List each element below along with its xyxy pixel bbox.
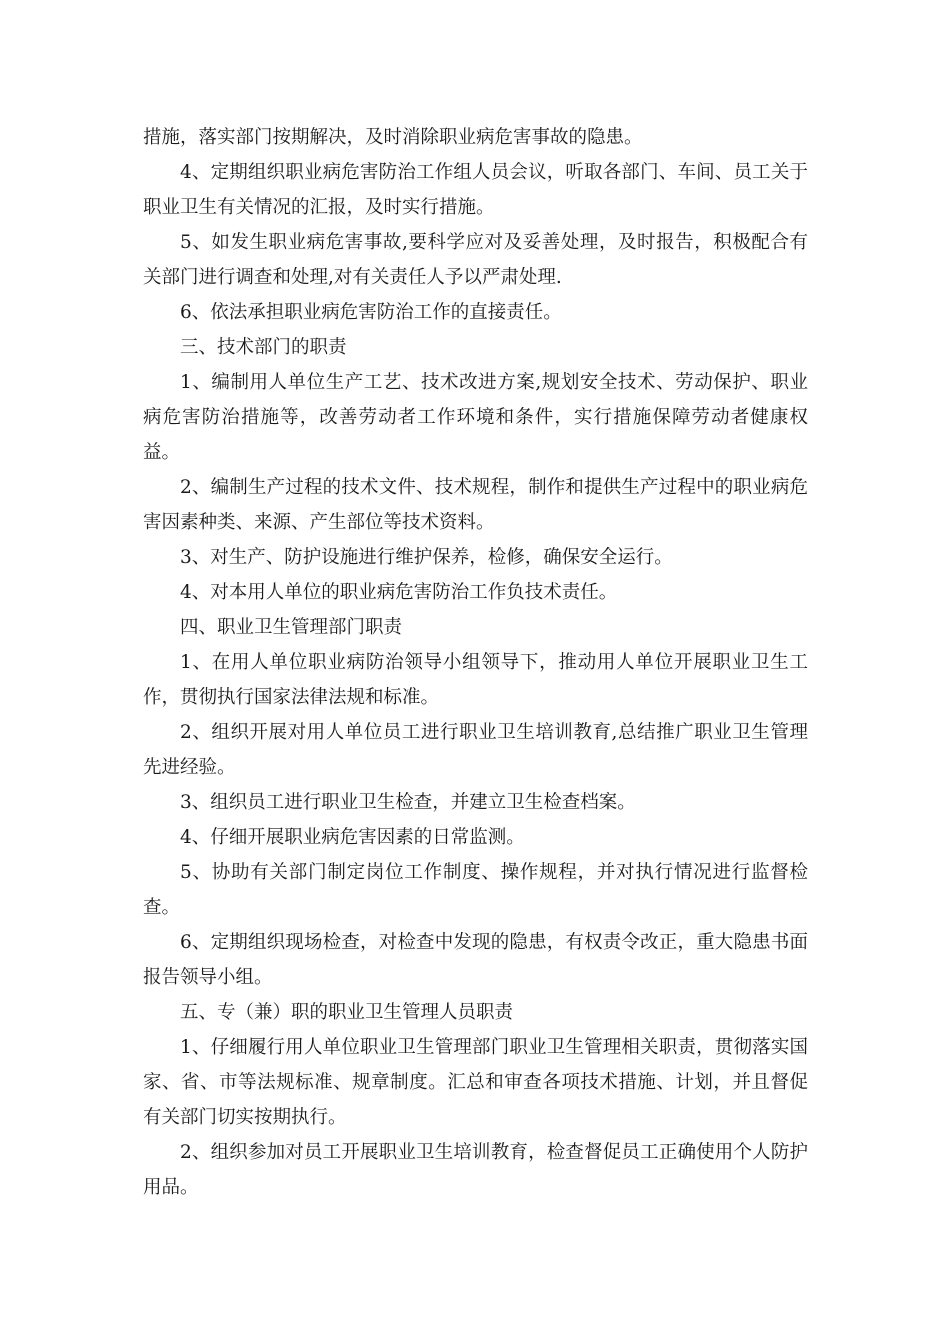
section-heading: 三、技术部门的职责 bbox=[180, 337, 347, 358]
section-heading: 四、职业卫生管理部门职责 bbox=[180, 617, 403, 638]
paragraph: 2、编制生产过程的技术文件、技术规程，制作和提供生产过程中的职业病危害因素种类、来源、产生部位等技术资料。 bbox=[143, 477, 808, 533]
paragraph: 2、组织参加对员工开展职业卫生培训教育，检查督促员工正确使用个人防护用品。 bbox=[143, 1142, 808, 1198]
paragraph: 2、组织开展对用人单位员工进行职业卫生培训教育,总结推广职业卫生管理先进经验。 bbox=[143, 722, 808, 778]
paragraph: 6、定期组织现场检查，对检查中发现的隐患，有权责令改正，重大隐患书面报告领导小组。 bbox=[143, 932, 808, 988]
paragraph: 5、如发生职业病危害事故,要科学应对及妥善处理，及时报告，积极配合有关部门进行调查和处理,对有关责任人予以严肃处理. bbox=[143, 232, 808, 288]
paragraph: 4、对本用人单位的职业病危害防治工作负技术责任。 bbox=[180, 582, 618, 603]
paragraph: 5、协助有关部门制定岗位工作制度、操作规程，并对执行情况进行监督检查。 bbox=[143, 862, 808, 918]
paragraph: 4、定期组织职业病危害防治工作组人员会议，听取各部门、车间、员工关于职业卫生有关情况的汇报，及时实行措施。 bbox=[143, 162, 808, 218]
paragraph: 6、依法承担职业病危害防治工作的直接责任。 bbox=[180, 302, 562, 323]
paragraph: 措施，落实部门按期解决，及时消除职业病危害事故的隐患。 bbox=[143, 127, 643, 148]
paragraph: 4、仔细开展职业病危害因素的日常监测。 bbox=[180, 827, 525, 848]
paragraph: 1、仔细履行用人单位职业卫生管理部门职业卫生管理相关职责，贯彻落实国家、省、市等法规标准、规章制度。汇总和审查各项技术措施、计划，并且督促有关部门切实按期执行。 bbox=[143, 1037, 808, 1128]
paragraph: 1、编制用人单位生产工艺、技术改进方案,规划安全技术、劳动保护、职业病危害防治措施等，改善劳动者工作环境和条件，实行措施保障劳动者健康权益。 bbox=[143, 372, 808, 463]
section-heading: 五、专（兼）职的职业卫生管理人员职责 bbox=[180, 1002, 514, 1023]
paragraph: 3、对生产、防护设施进行维护保养，检修，确保安全运行。 bbox=[180, 547, 673, 568]
paragraph: 3、组织员工进行职业卫生检查，并建立卫生检查档案。 bbox=[180, 792, 636, 813]
paragraph: 1、在用人单位职业病防治领导小组领导下，推动用人单位开展职业卫生工作，贯彻执行国家法律法规和标准。 bbox=[143, 652, 808, 708]
document-body bbox=[143, 120, 808, 1205]
